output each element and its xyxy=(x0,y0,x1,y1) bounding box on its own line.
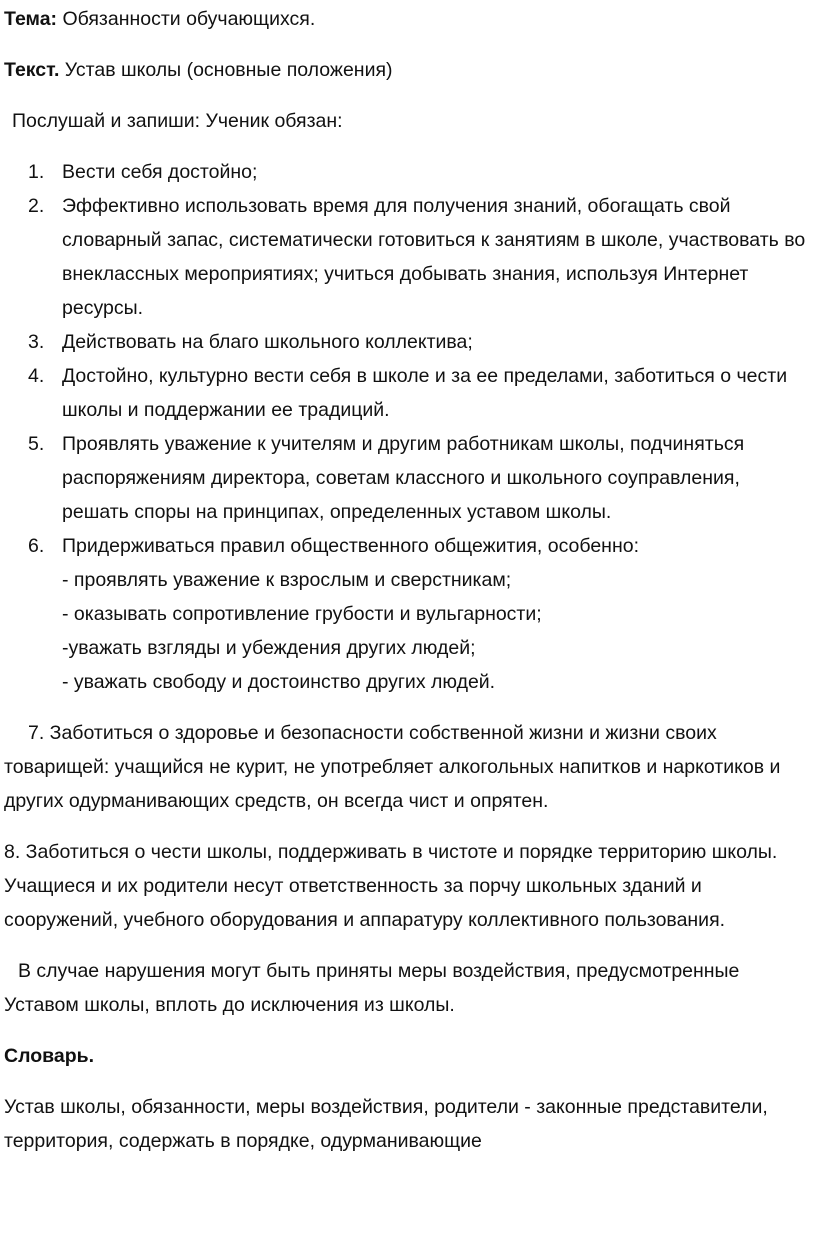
item-8-paragraph: 8. Заботиться о чести школы, поддерживать в чистоте и порядке территорию школы. Учащиеся и их родители несут ответственность за порчу школьных зданий и сооружений, учебного оборудования и аппаратуру коллективного пользования. xyxy=(4,841,778,931)
list-item xyxy=(4,359,812,427)
dictionary-text: Устав школы, обязанности, меры воздействия, родители - законные представители, территория, содержать в порядке, одурманивающие xyxy=(4,1096,768,1152)
sub-item: -уважать взгляды и убеждения других людей; xyxy=(62,637,476,659)
item-7-paragraph: 7. Заботиться о здоровье и безопасности собственной жизни и жизни своих товарищей: учащийся не курит, не употребляет алкогольных напитков и наркотиков и других одурманивающих средств, он всегда чист и опрятен. xyxy=(4,722,781,812)
list-item-text: Проявлять уважение к учителям и другим работникам школы, подчиняться распоряжениям директора, советам классного и школьного соуправления, решать споры на принципах, определенных уставом школы. xyxy=(62,433,745,523)
list-item xyxy=(4,189,812,325)
list-item-text: Достойно, культурно вести себя в школе и за ее пределами, заботиться о чести школы и поддержании ее традиций. xyxy=(62,365,788,421)
list-item-text: Эффективно использовать время для получения знаний, обогащать свой словарный запас, систематически готовиться к занятиям в школе, участвовать во внеклассных мероприятиях; учиться добывать знания, используя Интернет ресурсы. xyxy=(62,195,806,319)
text-line xyxy=(4,53,812,87)
topic-line xyxy=(4,2,812,36)
list-item xyxy=(4,529,812,699)
list-item-number: 2. xyxy=(28,195,45,217)
list-item-number: 5. xyxy=(28,433,45,455)
text-title: Устав школы (основные положения) xyxy=(59,59,393,81)
list-item xyxy=(4,427,812,529)
sub-item: - уважать свободу и достоинство других людей. xyxy=(62,671,496,693)
violation-paragraph: В случае нарушения могут быть приняты меры воздействия, предусмотренные Уставом школы, вплоть до исключения из школы. xyxy=(4,960,740,1016)
list-item-text: Действовать на благо школьного коллектива; xyxy=(62,331,473,353)
listen-instruction: Послушай и запиши: Ученик обязан: xyxy=(12,110,343,132)
list-item xyxy=(4,155,812,189)
list-item-number: 3. xyxy=(28,331,45,353)
list-item-number: 6. xyxy=(28,535,45,557)
list-item-text: Придерживаться правил общественного общежития, особенно: xyxy=(62,535,639,557)
duties-list xyxy=(4,155,812,699)
topic-label: Тема: xyxy=(4,8,58,30)
sub-item: - оказывать сопротивление грубости и вульгарности; xyxy=(62,603,542,625)
dictionary-heading: Словарь. xyxy=(4,1045,95,1067)
list-item xyxy=(4,325,812,359)
topic-text: Обязанности обучающихся. xyxy=(57,8,316,30)
text-label: Текст. xyxy=(4,59,60,81)
list-item-number: 4. xyxy=(28,365,45,387)
list-item-number: 1. xyxy=(28,161,45,183)
list-item-text: Вести себя достойно; xyxy=(62,161,258,183)
sub-item: - проявлять уважение к взрослым и сверстникам; xyxy=(62,569,512,591)
